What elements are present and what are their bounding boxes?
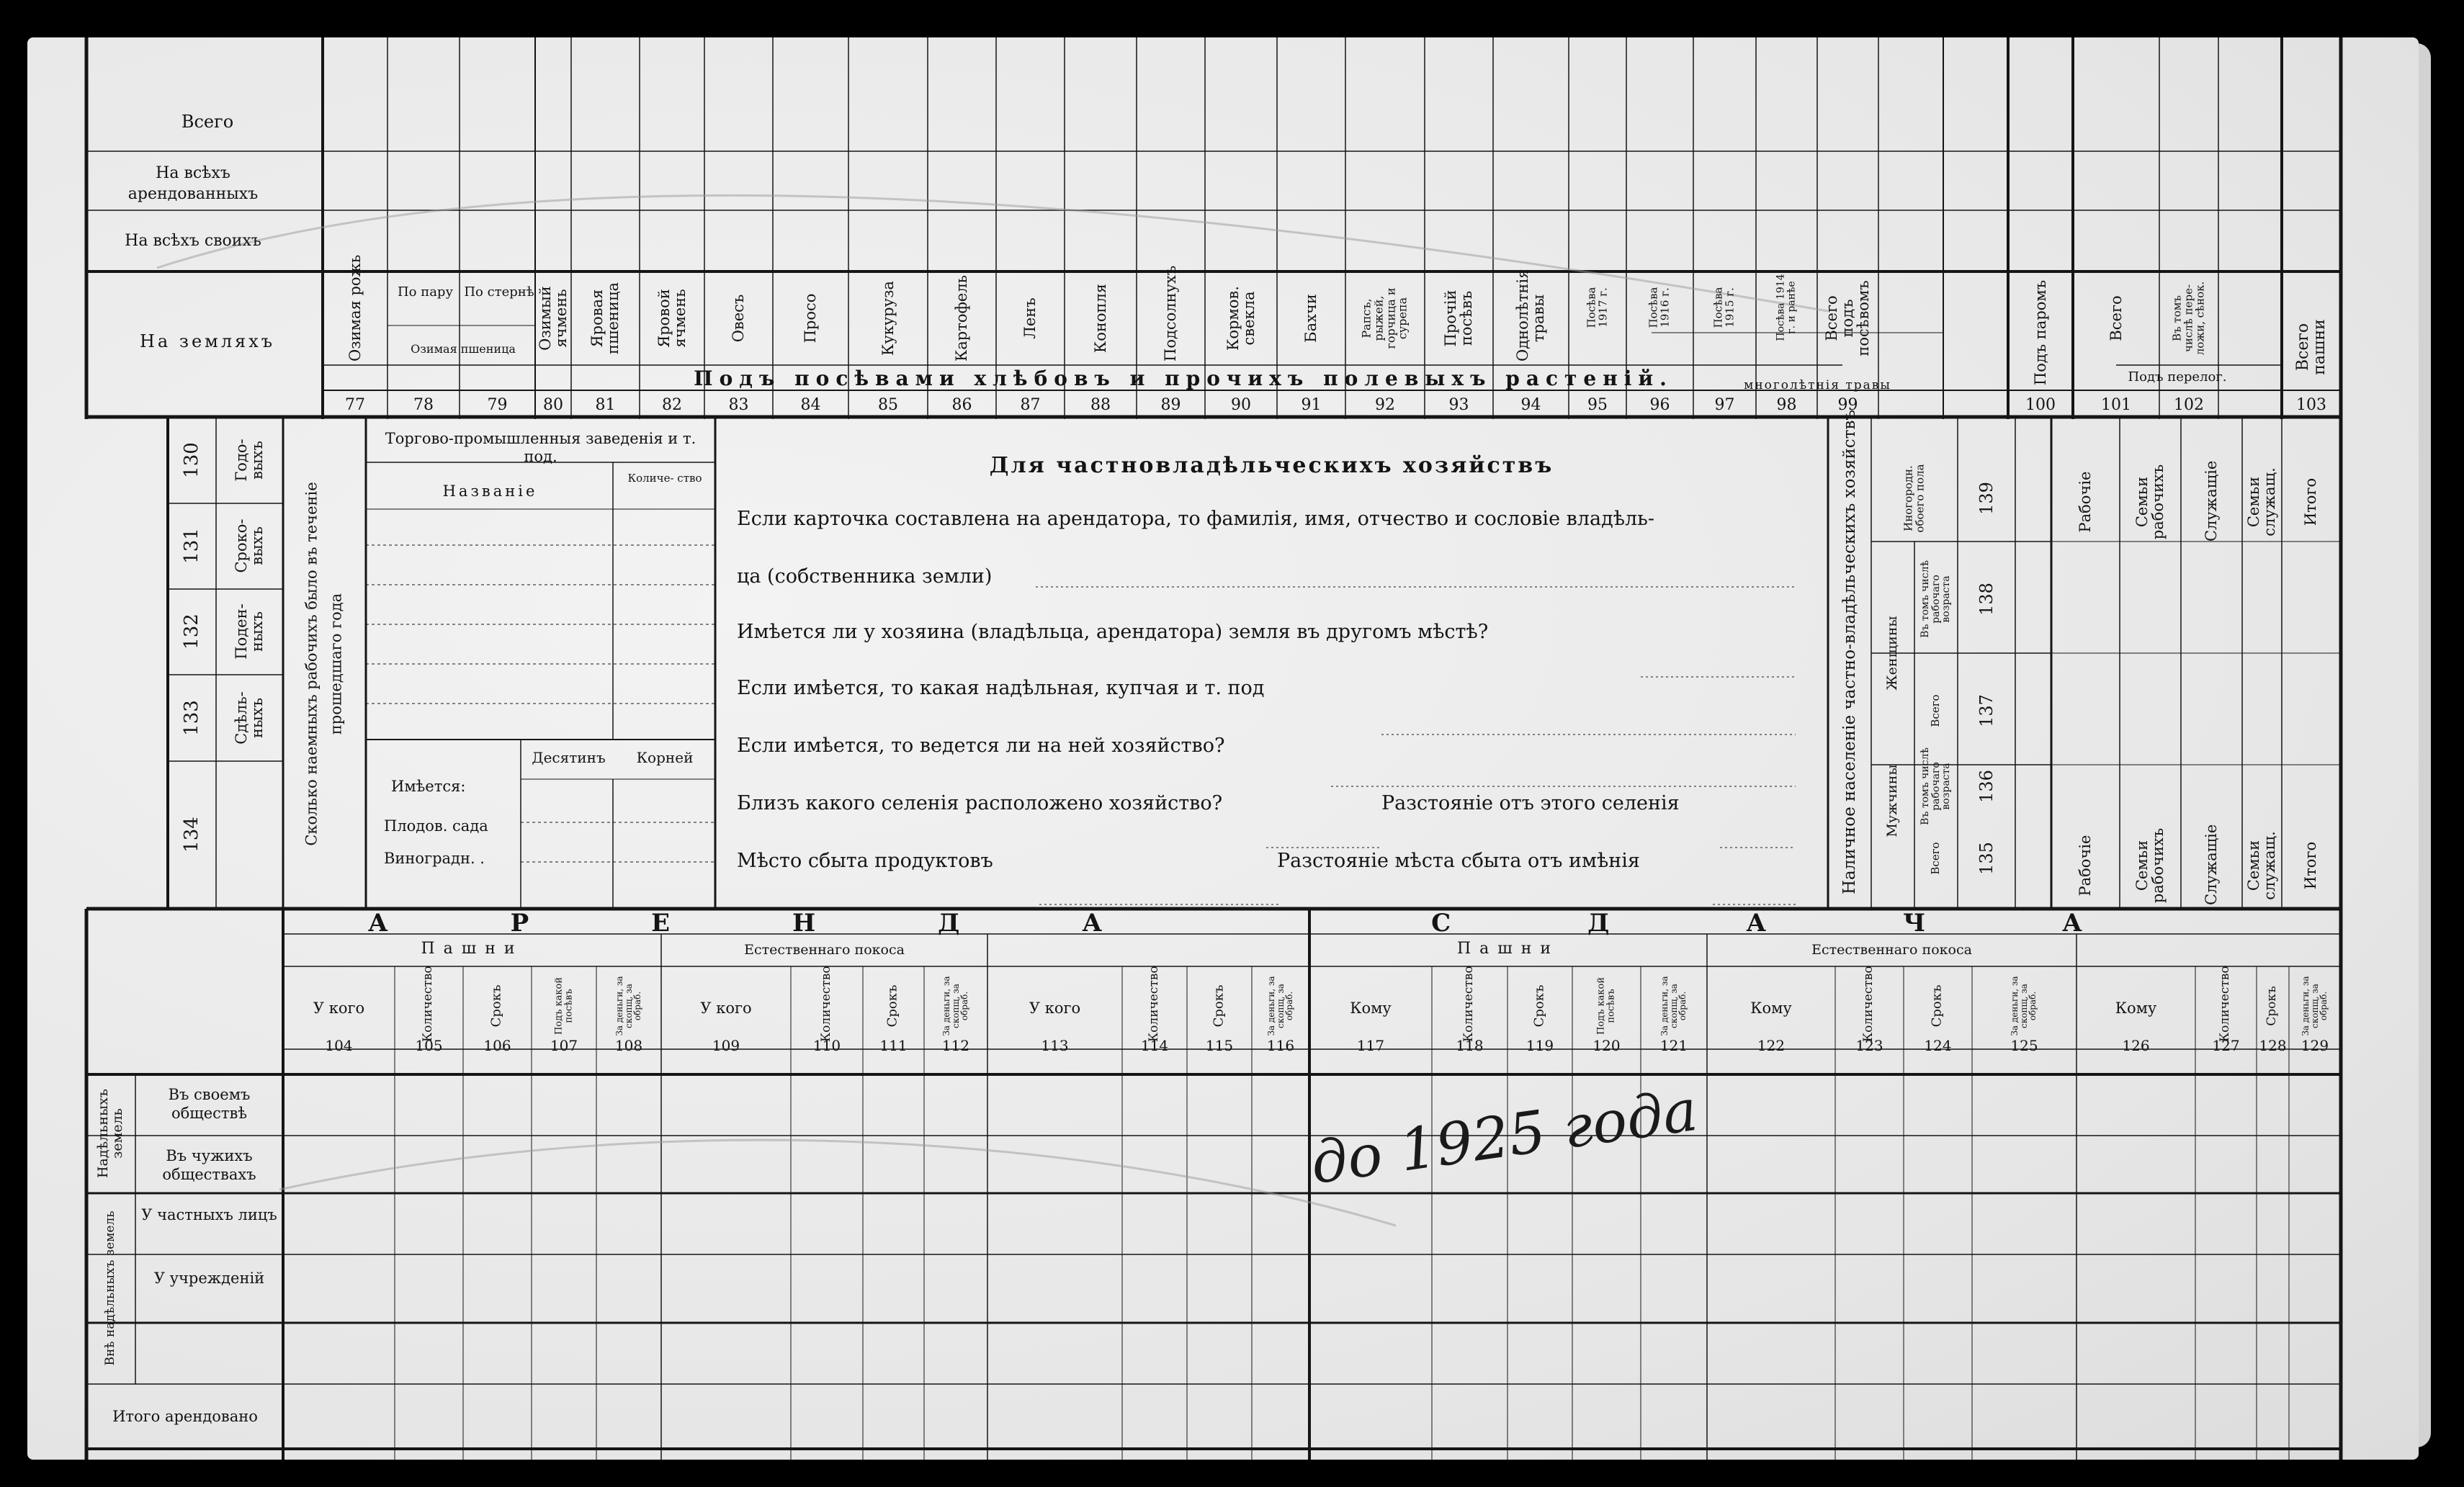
crop-header: Всего xyxy=(2107,295,2125,341)
column-number: 100 xyxy=(2025,396,2056,414)
crop-header: Овесъ xyxy=(729,294,747,343)
column-number: 82 xyxy=(662,396,682,414)
crop-header: Просо xyxy=(801,293,819,343)
column-header: У кого xyxy=(313,999,365,1017)
question-5b: Разстояніе отъ этого селенія xyxy=(1381,792,1680,814)
column-header: Количество xyxy=(1461,966,1477,1042)
column-number: 107 xyxy=(550,1037,578,1054)
crop-header: Кукуруза xyxy=(879,281,897,356)
column-number: 135 xyxy=(1976,842,1997,875)
crop-header: Всего подъ посѣвомъ xyxy=(1822,280,1873,356)
column-number: 132 xyxy=(181,614,202,650)
column-number: 102 xyxy=(2174,396,2204,414)
crop-header: Кормов. свекла xyxy=(1224,286,1258,351)
other-societies-label: Въ чужихъ обществахъ xyxy=(162,1147,256,1184)
column-number: 127 xyxy=(2212,1037,2240,1054)
perennial-subheader: многолѣтнія травы xyxy=(1744,378,1891,392)
column-number: 90 xyxy=(1231,396,1251,414)
total-col: Итого xyxy=(2301,841,2319,890)
nadel-lands-label: Надѣльныхъ земель xyxy=(95,1088,125,1179)
employees-families-col: Семьи служащ. xyxy=(2244,467,2278,536)
column-number: 95 xyxy=(1587,396,1608,414)
men-label: Мужчины xyxy=(1884,764,1901,837)
crop-header: Въ томъ числѣ пере-ложи, сѣнок. xyxy=(2170,281,2206,356)
column-number: 80 xyxy=(543,396,563,414)
arenda-meadow-header: Естественнаго покоса xyxy=(744,942,905,958)
column-number: 92 xyxy=(1375,396,1395,414)
column-number: 85 xyxy=(878,396,898,414)
row-own-label: На всѣхъ своихъ xyxy=(125,232,261,250)
column-number: 81 xyxy=(595,396,616,414)
column-number: 134 xyxy=(181,817,202,853)
handwritten-note: до 1925 года xyxy=(1307,1076,1702,1198)
column-number: 112 xyxy=(941,1037,970,1054)
column-number: 110 xyxy=(812,1037,841,1054)
column-number: 89 xyxy=(1160,396,1181,414)
crop-subheader: Озимая пшеница xyxy=(411,342,516,356)
sdacha-arable-header: Пашни xyxy=(1456,940,1560,958)
worker-type-label: Сроко- выхъ xyxy=(232,518,266,573)
column-number: 77 xyxy=(345,396,365,414)
column-number: 116 xyxy=(1266,1037,1295,1054)
workers-col: Рабочіе xyxy=(2076,471,2094,533)
row-on-lands-label: На земляхъ xyxy=(139,331,276,351)
total-label: Всего xyxy=(1929,694,1943,727)
column-header: Кому xyxy=(1750,999,1792,1017)
column-number: 101 xyxy=(2101,396,2131,414)
column-header: Количество xyxy=(2218,966,2233,1042)
crop-header: Посѣва 1917 г. xyxy=(1585,287,1609,328)
crop-header: Подъ паромъ xyxy=(2031,279,2049,386)
column-number: 124 xyxy=(1924,1037,1952,1054)
column-number: 129 xyxy=(2301,1037,2329,1054)
column-number: 91 xyxy=(1301,396,1322,414)
column-number: 120 xyxy=(1592,1037,1621,1054)
arenda-title: АРЕНДА xyxy=(367,909,1225,938)
column-number: 136 xyxy=(1976,770,1997,803)
column-number: 125 xyxy=(2010,1037,2038,1054)
employees-col: Служащіе xyxy=(2202,824,2220,905)
roots-header: Корней xyxy=(636,749,694,766)
column-header: Количество xyxy=(1147,966,1162,1042)
column-header: Количество xyxy=(819,966,834,1042)
column-number: 94 xyxy=(1520,396,1541,414)
column-header: Срокъ xyxy=(1929,984,1945,1028)
total-col: Итого xyxy=(2301,477,2319,526)
workers-families-col: Семьи рабочихъ xyxy=(2133,464,2167,540)
private-title: Для частновладѣльческихъ хозяйствъ xyxy=(989,453,1554,478)
column-header: Кому xyxy=(1350,999,1392,1017)
column-header: Срокъ xyxy=(488,984,504,1028)
column-number: 114 xyxy=(1140,1037,1169,1054)
sdacha-meadow-header: Естественнаго покоса xyxy=(1811,942,1972,958)
own-society-label: Въ своемъ обществѣ xyxy=(168,1086,251,1123)
column-number: 98 xyxy=(1776,396,1797,414)
column-number: 96 xyxy=(1649,396,1670,414)
column-header: За деньги, за скопщ, за обраб. xyxy=(2301,976,2329,1036)
has-label: Имѣется: xyxy=(391,778,466,795)
column-number: 123 xyxy=(1855,1037,1883,1054)
column-header: Количество xyxy=(421,966,436,1042)
row-rented-label: На всѣхъ арендованныхъ xyxy=(127,164,259,203)
crop-header: Всего пашни xyxy=(2293,319,2329,375)
column-number: 138 xyxy=(1976,583,1997,616)
column-header: За деньги, за скопщ, за обраб. xyxy=(1266,976,1295,1036)
column-number: 97 xyxy=(1714,396,1735,414)
column-header: Срокъ xyxy=(1531,984,1547,1028)
crop-header: Подсолнухъ xyxy=(1161,265,1179,361)
non-nadel-lands-label: Внѣ надѣльныхъ земель xyxy=(103,1210,118,1366)
women-label: Женщины xyxy=(1884,616,1901,691)
total-leased-label: Итого арендовано xyxy=(112,1408,258,1425)
column-number: 86 xyxy=(951,396,972,414)
question-2: Имѣется ли у хозяина (владѣльца, арендатора) земля въ другомъ мѣстѣ? xyxy=(737,621,1489,643)
crop-header: Прочій посѣвъ xyxy=(1441,289,1475,347)
fallow-subheader: Подъ перелог. xyxy=(2128,369,2227,385)
trade-qty-header: Количе- ство xyxy=(627,472,702,485)
column-header: Количество xyxy=(1861,966,1876,1042)
crop-header: Посѣва 1914 г. и ранѣе xyxy=(1775,274,1797,341)
crop-header: Картофель xyxy=(952,274,970,361)
column-header: У кого xyxy=(1029,999,1081,1017)
question-3: Если имѣется, то какая надѣльная, купчая и т. под xyxy=(737,677,1265,699)
column-number: 104 xyxy=(325,1037,353,1054)
column-number: 109 xyxy=(712,1037,740,1054)
crop-header: Посѣва 1915 г. xyxy=(1711,287,1736,328)
crop-header: По стернѣ xyxy=(464,284,534,300)
incl-working-age-label: Въ томъ числѣ рабочаго возраста xyxy=(1919,560,1953,638)
employees-col: Служащіе xyxy=(2202,460,2220,542)
crop-header: Яровой ячмень xyxy=(655,289,689,348)
crop-header: Посѣва 1916 г. xyxy=(1647,287,1671,328)
column-number: 99 xyxy=(1837,396,1858,414)
column-number: 133 xyxy=(181,700,202,736)
column-number: 130 xyxy=(181,442,202,478)
crop-header: Озимый ячмень xyxy=(536,286,570,351)
column-header: За деньги, за скопщ, за обраб. xyxy=(2010,976,2038,1036)
column-number: 105 xyxy=(415,1037,443,1054)
column-number: 93 xyxy=(1448,396,1469,414)
column-number: 137 xyxy=(1976,694,1997,727)
column-number: 117 xyxy=(1356,1037,1385,1054)
question-6: Мѣсто сбыта продуктовъ xyxy=(737,850,993,872)
column-number: 84 xyxy=(800,396,821,414)
workers-families-col: Семьи рабочихъ xyxy=(2133,827,2167,904)
question-1a: Если карточка составлена на арендатора, то фамилія, имя, отчество и сословіе владѣль- xyxy=(737,508,1654,530)
institutions-label: У учрежденій xyxy=(153,1270,265,1287)
population-title: Наличное населеніе частно-владѣльческихъ хозяйствъ xyxy=(1840,410,1859,894)
vineyards-label: Виноградн. . xyxy=(384,850,485,867)
crop-header: По пару xyxy=(397,284,454,300)
orchards-label: Плодов. сада xyxy=(384,817,488,835)
column-number: 111 xyxy=(879,1037,908,1054)
workers-title: Сколько наемныхъ рабочихъ было въ теченіе прошедшаго года xyxy=(303,482,344,846)
question-4: Если имѣется, то ведется ли на ней хозяйство? xyxy=(737,734,1225,757)
crop-header: Ленъ xyxy=(1021,297,1039,339)
worker-type-label: Поден- ныхъ xyxy=(232,603,266,660)
crop-header: Однолѣтнія травы xyxy=(1513,269,1547,361)
row-total-label: Всего xyxy=(181,112,234,132)
column-header: За деньги, за скопщ, за обраб. xyxy=(1659,976,1688,1036)
column-number: 119 xyxy=(1526,1037,1554,1054)
column-number: 79 xyxy=(487,396,508,414)
column-number: 122 xyxy=(1757,1037,1786,1054)
crop-header: Бахчи xyxy=(1302,294,1320,343)
trade-name-header: Названіе xyxy=(442,482,538,500)
desyatin-header: Десятинъ xyxy=(532,749,606,766)
column-header: Кому xyxy=(2115,999,2157,1017)
column-number: 103 xyxy=(2296,396,2326,414)
column-header: За деньги, за скопщ, за обраб. xyxy=(614,976,643,1036)
column-number: 83 xyxy=(728,396,749,414)
crop-header: Конопля xyxy=(1091,283,1109,354)
sdacha-title: СДАЧА xyxy=(1431,909,2219,938)
other-towns-label: Иногородн. обоего пола xyxy=(1901,464,1926,533)
column-number: 115 xyxy=(1205,1037,1234,1054)
private-persons-label: У частныхъ лицъ xyxy=(141,1206,277,1223)
column-header: Срокъ xyxy=(1211,984,1227,1028)
column-number: 121 xyxy=(1659,1037,1688,1054)
column-number: 139 xyxy=(1976,482,1997,515)
column-number: 88 xyxy=(1090,396,1111,414)
column-number: 126 xyxy=(2122,1037,2150,1054)
crops-title: Подъ посѣвами хлѣбовъ и прочихъ полевыхъ растеній. xyxy=(694,367,1673,390)
column-header: Срокъ xyxy=(884,984,900,1028)
column-header: Срокъ xyxy=(2264,986,2280,1026)
column-number: 113 xyxy=(1041,1037,1069,1054)
total-label: Всего xyxy=(1929,842,1943,875)
column-number: 87 xyxy=(1020,396,1041,414)
workers-col: Рабочіе xyxy=(2076,835,2094,897)
question-6b: Разстояніе мѣста сбыта отъ имѣнія xyxy=(1277,850,1640,872)
question-1b: ца (собственника земли) xyxy=(737,565,993,588)
worker-type-label: Сдѣль- ныхъ xyxy=(232,691,266,745)
column-number: 108 xyxy=(614,1037,643,1054)
arenda-arable-header: Пашни xyxy=(421,940,524,958)
column-header: За деньги, за скопщ, за обраб. xyxy=(941,976,970,1036)
column-number: 78 xyxy=(413,396,434,414)
census-card xyxy=(27,37,2419,1460)
employees-families-col: Семьи служащ. xyxy=(2244,831,2278,900)
crop-header: Яровая пшеница xyxy=(588,282,622,354)
trade-title: Торгово-промышленныя заведенія и т. под. xyxy=(385,430,696,466)
column-header: Подъ какой посѣвъ xyxy=(553,976,574,1035)
question-5: Близъ какого селенія расположено хозяйство? xyxy=(737,792,1223,814)
column-number: 106 xyxy=(483,1037,511,1054)
worker-type-label: Годо- выхъ xyxy=(232,439,266,482)
crop-header: Рапсъ, рыжей, горчица и сурепа xyxy=(1359,287,1410,349)
column-header: Подъ какой посѣвъ xyxy=(1595,976,1616,1035)
column-number: 131 xyxy=(181,528,202,564)
column-number: 128 xyxy=(2259,1037,2287,1054)
column-number: 118 xyxy=(1456,1037,1484,1054)
column-header: У кого xyxy=(700,999,752,1017)
crop-header: Озимая рожь xyxy=(346,254,364,361)
incl-working-age-label: Въ томъ числѣ рабочаго возраста xyxy=(1919,747,1953,825)
